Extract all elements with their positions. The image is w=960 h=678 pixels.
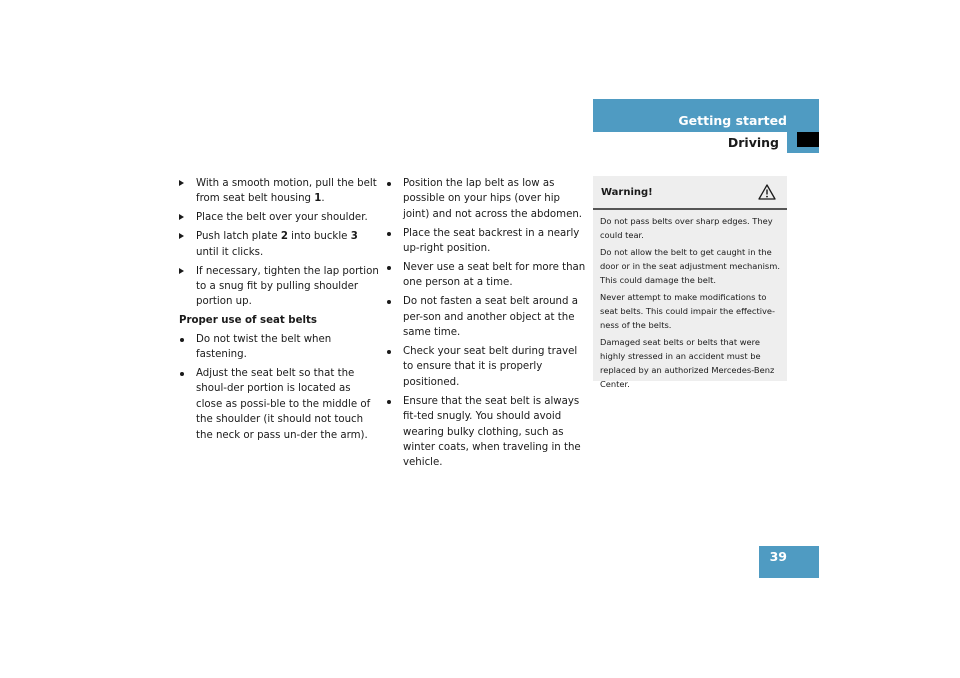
step-item	[179, 176, 379, 207]
step-item	[179, 229, 379, 260]
step-item	[179, 264, 379, 310]
step-text: With a smooth motion, pull the belt from seat belt housing	[196, 178, 377, 205]
step-text: If necessary, tighten the lap portion to a snug fit by pulling shoulder portion up.	[196, 265, 379, 308]
bullet-item	[386, 226, 586, 257]
bullet-text: Do not fasten a seat belt around a per-son and another object at the same time.	[403, 296, 578, 339]
step-arrow-icon	[179, 176, 193, 191]
bullet-dot-icon	[179, 332, 193, 347]
step-arrow-icon	[179, 210, 193, 225]
step-text: .	[321, 193, 325, 205]
callout-number: 3	[350, 231, 358, 243]
warning-paragraph: Do not pass belts over sharp edges. They could tear.	[600, 216, 773, 240]
bullet-item	[179, 332, 379, 363]
section-title: Getting started	[678, 113, 787, 128]
bullet-dot-icon	[386, 294, 400, 309]
bullet-dot-icon	[386, 344, 400, 359]
bullet-dot-icon	[386, 176, 400, 191]
warning-header	[593, 176, 787, 210]
bullet-item	[179, 366, 379, 443]
warning-paragraph: Do not allow the belt to get caught in the door or in the seat adjustment mechanism. This could damage the belt.	[600, 247, 780, 285]
step-text: Place the belt over your shoulder.	[196, 212, 368, 224]
bullet-item	[386, 394, 586, 471]
page-number-box	[759, 546, 819, 578]
bullet-dot-icon	[386, 260, 400, 275]
step-arrow-icon	[179, 229, 193, 244]
bullet-text: Do not twist the belt when fastening.	[196, 333, 332, 361]
subsection-band	[593, 132, 787, 153]
step-text: into buckle	[287, 231, 351, 243]
callout-number: 2	[280, 231, 288, 243]
section-heading: Proper use of seat belts	[179, 315, 317, 327]
subsection-title: Driving	[727, 135, 779, 150]
bullet-item	[386, 294, 586, 340]
warning-triangle-icon	[758, 184, 776, 204]
step-item	[179, 210, 379, 225]
section-header	[593, 99, 819, 153]
left-column	[179, 176, 379, 447]
warning-body	[593, 210, 787, 391]
bullet-text: Adjust the seat belt so that the shoul-der portion is located as close as possi-ble to the middle of the shoulder (it should not touch the neck or pass un-der the arm).	[196, 367, 371, 441]
bullet-item	[386, 176, 586, 222]
bullet-item	[386, 344, 586, 390]
warning-box	[593, 176, 787, 389]
callout-number: 1	[314, 193, 322, 205]
warning-paragraph: Damaged seat belts or belts that were highly stressed in an accident must be replaced by an authorized Mercedes-Benz Center.	[600, 337, 775, 389]
bullet-dot-icon	[386, 394, 400, 409]
bullet-text: Position the lap belt as low as possible on your hips (over hip joint) and not across the abdomen.	[403, 178, 583, 220]
step-text: Push latch plate	[196, 231, 281, 243]
bullet-item	[386, 260, 586, 291]
warning-paragraph: Never attempt to make modifications to seat belts. This could impair the effective-ness of the belts.	[600, 292, 776, 330]
middle-column	[386, 176, 586, 474]
section-marker	[797, 132, 819, 147]
bullet-dot-icon	[386, 226, 400, 241]
step-arrow-icon	[179, 264, 193, 279]
bullet-text: Check your seat belt during travel to ensure that it is properly positioned.	[403, 346, 578, 388]
warning-title: Warning!	[601, 187, 653, 198]
page-number: 39	[769, 549, 787, 564]
bullet-text: Place the seat backrest in a nearly up-right position.	[403, 227, 580, 255]
bullet-text: Ensure that the seat belt is always fit-ted snugly. You should avoid wearing bulky clothing, such as winter coats, when traveling in the vehicle.	[403, 395, 581, 469]
bullet-text: Never use a seat belt for more than one person at a time.	[403, 262, 586, 289]
step-text: until it clicks.	[196, 246, 264, 258]
bullet-dot-icon	[179, 366, 193, 381]
